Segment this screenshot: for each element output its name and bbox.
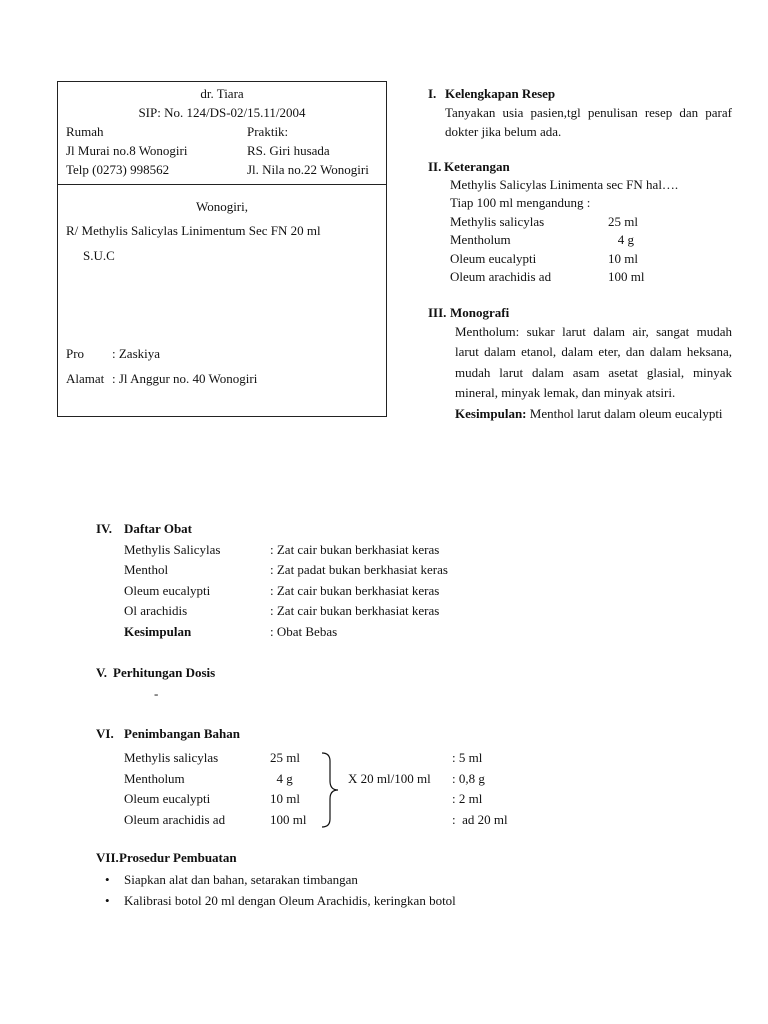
prescription-box	[57, 81, 387, 417]
recipe-line: R/ Methylis Salicylas Linimentum Sec FN 20 ml	[66, 223, 321, 238]
keterangan-item: Mentholum 4 g	[450, 232, 634, 248]
bullet-icon: •	[105, 892, 110, 908]
kelengkapan-text: Tanyakan usia pasien,tgl penulisan resep dan paraf dokter jika belum ada.	[445, 104, 732, 139]
home-label: Rumah	[66, 124, 104, 139]
penimbangan-title: VI. Penimbangan Bahan	[96, 726, 240, 741]
patient-value: : Zaskiya	[112, 346, 161, 361]
procedure-step: • Siapkan alat dan bahan, setarakan timbangan	[96, 869, 456, 890]
section-prosedur	[96, 848, 456, 911]
monografi-text: Mentholum: sukar larut dalam air, sangat mudah larut dalam etanol, dalam eter, dan dalam heksana, mudah larut dalam asam asetat glasial, minyak mineral, minyak lemak, dan minyak atsiri.	[455, 323, 732, 401]
keterangan-body	[428, 176, 732, 287]
weighing-factor: X 20 ml/100 ml	[348, 770, 431, 786]
signa-line: S.U.C	[83, 248, 115, 263]
keterangan-line2: Tiap 100 ml mengandung :	[450, 195, 591, 211]
drug-row: Oleum eucalypti : Zat cair bukan berkhasiat keras	[124, 582, 440, 598]
keterangan-item: Oleum arachidis ad 100 ml	[450, 269, 645, 285]
procedure-step: • Kalibrasi botol 20 ml dengan Oleum Arachidis, keringkan botol	[96, 890, 456, 911]
home-address: Jl Murai no.8 Wonogiri	[66, 143, 188, 158]
drug-row: Ol arachidis : Zat cair bukan berkhasiat keras	[124, 603, 440, 618]
monografi-conclusion: Kesimpulan: Menthol larut dalam oleum eucalypti	[455, 405, 723, 421]
prosedur-title: VII. Prosedur Pembuatan	[96, 850, 237, 865]
keterangan-item: Methylis salicylas 25 ml	[450, 213, 638, 229]
perhitungan-value-row: -	[154, 685, 159, 701]
city-date: Wonogiri,	[195, 199, 249, 214]
perhitungan-title: V. Perhitungan Dosis	[96, 665, 216, 680]
monografi-body	[428, 322, 732, 425]
section-perhitungan	[96, 663, 215, 704]
curly-brace-icon	[320, 751, 344, 829]
sip-number: SIP: No. 124/DS-02/15.11/2004	[138, 105, 306, 120]
bullet-icon: •	[105, 871, 110, 887]
section-penimbangan	[96, 724, 240, 745]
address-label: Alamat	[66, 371, 105, 386]
section-daftar-obat	[96, 519, 448, 642]
address-value: : Jl Anggur no. 40 Wonogiri	[112, 371, 258, 386]
section-monografi-title: III. Monografi	[428, 304, 510, 320]
drug-row: Menthol : Zat padat bukan berkhasiat keras	[124, 562, 448, 577]
right-column	[428, 86, 732, 424]
practice-name: RS. Giri husada	[247, 143, 330, 158]
document-page: dr. Tiara SIP: No. 124/DS-02/15.11/2004 Rumah Praktik: Jl Murai no.8 Wonogiri RS. Giri husada Telp (0273) 998562 Jl. Nila no.22 Wonogiri Wonogiri, R/ Methylis Salicylas Linimentum Sec FN 20 ml S.U.C Pro : Zaskiya Alamat : Jl Anggur no. 40 Wonogiri I. Kelengkapan Resep Tanyakan usia pasien,tgl penulisan resep dan paraf dokter jika belum ada. II. Keterangan Methylis Salicylas Linimenta sec FN hal…. Tiap 100 ml mengandung : Methylis salicylas 25 ml Mentholum 4 g Oleum eucalypti 10 ml Oleum arachidis ad 100 ml III. Monografi Mentholum: sukar larut dalam air, sangat mudah larut dalam etanol, dalam eter, dan dalam heksana, mudah larut dalam asam asetat glasial, minyak mineral, minyak lemak, dan minyak atsiri. Kesimpulan: Menthol larut dalam oleum eucalypti IV. Daftar Obat Methylis Salicylas : Zat cair bukan berkhasiat keras Menthol : Zat padat bukan berkhasiat keras Oleum eucalypti : Zat cair bukan berkhasiat keras Ol arachidis : Zat cair bukan berkhasiat keras Kesimpulan : Obat Bebas V. Perhitungan Dosis - VI. Penimbangan Bahan Methylis salicylas 25 ml : 5 ml Mentholum 4 g X 20 ml/100 ml : 0,8 g Oleum eucalypti 10 ml : 2 ml Oleum arachidis ad 100 ml : ad 20 ml VII. Prosedur Pembuatan • Siapkan alat dan bahan, setarakan timbangan • Kalibrasi botol 20 ml dengan Oleum Arachidis, keringkan botol	[0, 0, 768, 1024]
keterangan-item: Oleum eucalypti 10 ml	[450, 250, 638, 266]
section-keterangan-title: II. Keterangan	[428, 158, 510, 174]
daftar-obat-title: IV. Daftar Obat	[96, 521, 193, 536]
practice-address: Jl. Nila no.22 Wonogiri	[247, 162, 369, 177]
prescription-header	[58, 82, 386, 185]
doctor-name: dr. Tiara	[200, 86, 244, 101]
drug-conclusion-row: Kesimpulan : Obat Bebas	[124, 623, 338, 639]
drug-row: Methylis Salicylas : Zat cair bukan berkhasiat keras	[124, 541, 440, 557]
section-kelengkapan-title: I. Kelengkapan Resep	[428, 86, 556, 101]
practice-label: Praktik:	[247, 124, 289, 139]
procedure-list	[96, 869, 456, 911]
home-phone: Telp (0273) 998562	[66, 162, 170, 177]
keterangan-line1: Methylis Salicylas Linimenta sec FN hal….	[450, 176, 679, 192]
patient-label: Pro	[66, 346, 85, 361]
